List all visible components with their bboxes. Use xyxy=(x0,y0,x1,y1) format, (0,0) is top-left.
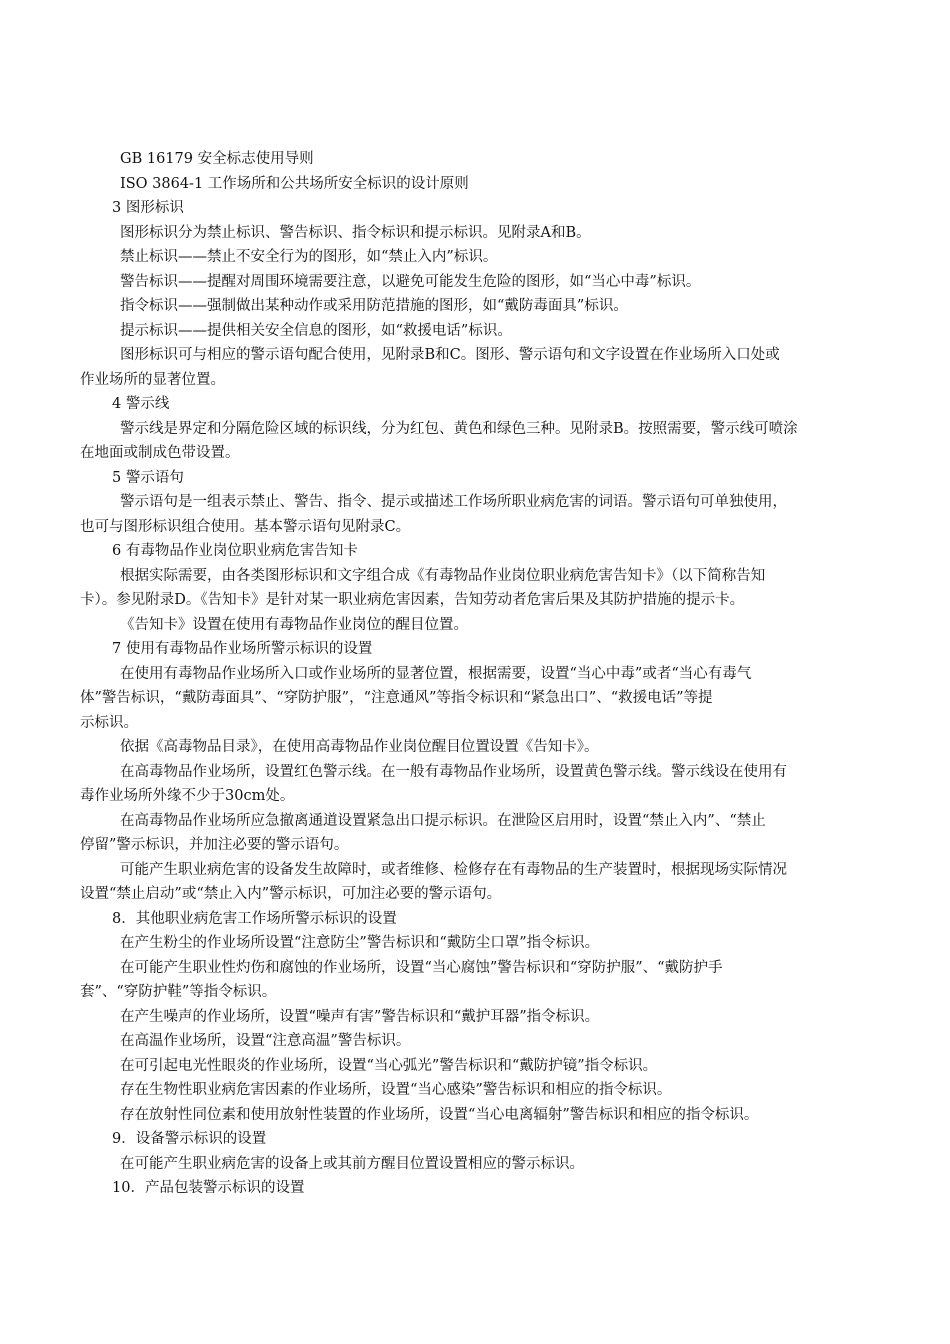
section-heading: 10．产品包装警示标识的设置 xyxy=(112,1180,305,1196)
text-line: 图形标识可与相应的警示语句配合使用，见附录B和C。图形、警示语句和文字设置在作业场所入口处或 xyxy=(120,347,780,363)
section-heading: 5 警示语句 xyxy=(112,469,184,486)
text-line: 根据实际需要，由各类图形标识和文字组合成《有毒物品作业岗位职业病危害告知卡》（以下简称告知 xyxy=(120,567,766,584)
text-line: 在产生噪声的作业场所，设置“噪声有害”警告标识和“戴护耳器”指令标识。 xyxy=(120,1008,600,1025)
section-heading: 7 使用有毒物品作业场所警示标识的设置 xyxy=(112,641,373,657)
text-line: 停留”警示标识，并加注必要的警示语句。 xyxy=(80,837,349,853)
text-line: 《告知卡》设置在使用有毒物品作业岗位的醒目位置。 xyxy=(120,616,468,633)
text-line: 在高温作业场所，设置“注意高温”警告标识。 xyxy=(120,1033,411,1049)
text-line: 设置“禁止启动”或“禁止入内”警示标识，可加注必要的警示语句。 xyxy=(80,886,502,902)
text-line: 在可能产生职业性灼伤和腐蚀的作业场所，设置“当心腐蚀”警告标识和“穿防护服”、“戴防护手 xyxy=(120,959,723,976)
text-line: 体”警告标识，“戴防毒面具”、“穿防护服”，“注意通风”等指令标识和“紧急出口”、“救援电话”等提 xyxy=(80,690,713,706)
text-line: 卡）。参见附录D。《告知卡》是针对某一职业病危害因素，告知劳动者危害后果及其防护措施的提示卡。 xyxy=(80,592,745,608)
text-line: 图形标识分为禁止标识、警告标识、指令标识和提示标识。见附录A和B。 xyxy=(120,224,591,241)
section-heading: 6 有毒物品作业岗位职业病危害告知卡 xyxy=(112,543,358,559)
section-heading: 8．其他职业病危害工作场所警示标识的设置 xyxy=(112,910,397,927)
text-line: 存在生物性职业病危害因素的作业场所，设置“当心感染”警告标识和相应的指令标识。 xyxy=(120,1082,672,1098)
text-line: 在地面或制成色带设置。 xyxy=(80,445,240,461)
text-line: 也可与图形标识组合使用。基本警示语句见附录C。 xyxy=(80,518,411,535)
text-line: 作业场所的显著位置。 xyxy=(80,371,225,388)
section-heading: 9．设备警示标识的设置 xyxy=(112,1131,267,1147)
text-line: 在可引起电光性眼炎的作业场所，设置“当心弧光”警告标识和“戴防护镜”指令标识。 xyxy=(120,1057,658,1074)
text-line: 在使用有毒物品作业场所入口或作业场所的显著位置，根据需要，设置“当心中毒”或者“当心有毒气 xyxy=(120,665,752,682)
text-line: 警示线是界定和分隔危险区域的标识线，分为红包、黄色和绿色三种。见附录B。按照需要，警示线可喷涂 xyxy=(120,420,798,437)
text-line: 警示语句是一组表示禁止、警告、指令、提示或描述工作场所职业病危害的词语。警示语句可单独使用， xyxy=(120,494,787,510)
section-heading: 3 图形标识 xyxy=(112,200,184,216)
text-line: 可能产生职业病危害的设备发生故障时，或者维修、检修存在有毒物品的生产装置时，根据现场实际情况 xyxy=(120,861,787,878)
text-line: 毒作业场所外缘不少于30cm处。 xyxy=(80,788,295,804)
text-line: GB 16179 安全标志使用导则 xyxy=(120,151,314,167)
text-line: 在可能产生职业病危害的设备上或其前方醒目位置设置相应的警示标识。 xyxy=(120,1155,584,1172)
text-line: 依据《高毒物品目录》，在使用高毒物品作业岗位醒目位置设置《告知卡》。 xyxy=(120,739,599,755)
text-line: 在高毒物品作业场所应急撤离通道设置紧急出口提示标识。在泄险区启用时，设置“禁止入内”、“禁止 xyxy=(120,812,766,829)
text-line: 指令标识——强制做出某种动作或采用防范措施的图形，如“戴防毒面具”标识。 xyxy=(120,298,628,314)
section-heading: 4 警示线 xyxy=(112,396,170,412)
text-line: 存在放射性同位素和使用放射性装置的作业场所，设置“当心电离辐射”警告标识和相应的指令标识。 xyxy=(120,1106,759,1123)
text-line: ISO 3864-1 工作场所和公共场所安全标识的设计原则 xyxy=(120,175,469,192)
text-line: 套”、“穿防护鞋”等指令标识。 xyxy=(80,984,277,1000)
text-line: 警告标识——提醒对周围环境需要注意，以避免可能发生危险的图形，如“当心中毒”标识。 xyxy=(120,273,701,290)
text-line: 示标识。 xyxy=(80,714,138,731)
text-line: 提示标识——提供相关安全信息的图形，如“救援电话”标识。 xyxy=(120,322,512,339)
text-line: 在产生粉尘的作业场所设置“注意防尘”警告标识和“戴防尘口罩”指令标识。 xyxy=(120,935,600,951)
document-body xyxy=(80,147,880,1201)
text-line: 禁止标识——禁止不安全行为的图形，如“禁止入内”标识。 xyxy=(120,249,498,265)
text-line: 在高毒物品作业场所，设置红色警示线。在一般有毒物品作业场所，设置黄色警示线。警示线设在使用有 xyxy=(120,763,787,780)
